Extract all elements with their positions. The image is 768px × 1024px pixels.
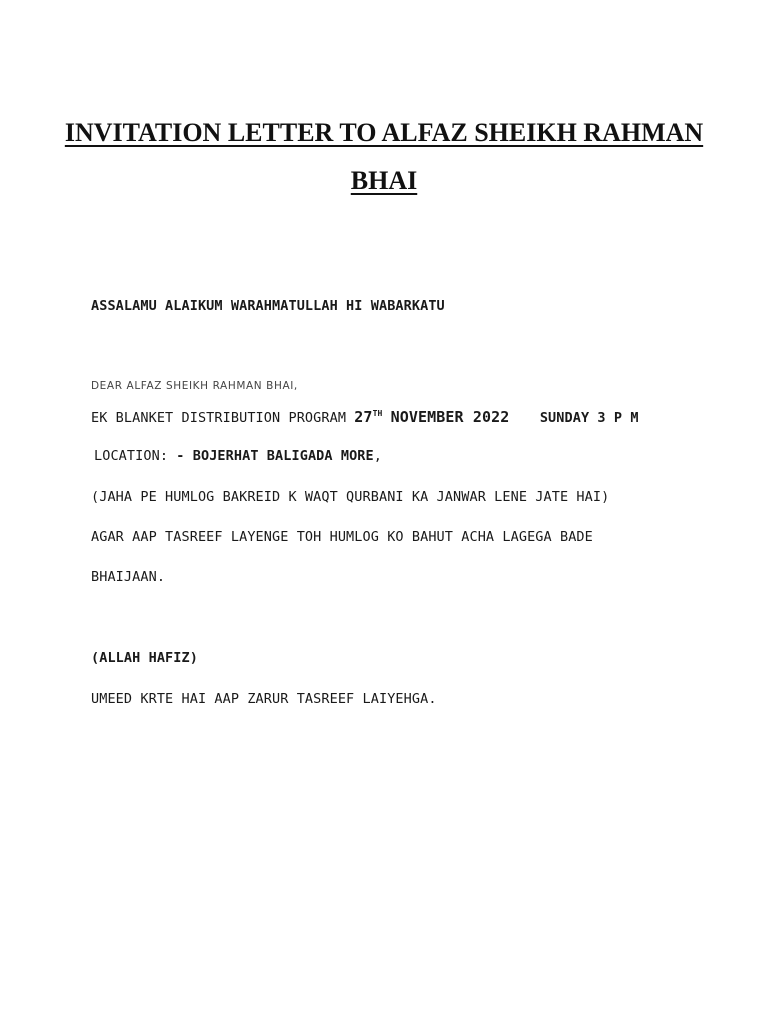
program-day: 27TH — [354, 408, 383, 426]
location-trailing: , — [373, 448, 382, 464]
program-line — [91, 408, 639, 426]
location-value: - BOJERHAT BALIGADA MORE — [176, 448, 374, 464]
request-line-2: BHAIJAAN. — [91, 569, 166, 585]
note-line: (JAHA PE HUMLOG BAKREID K WAQT QURBANI KA JANWAR LENE JATE HAI) — [91, 489, 610, 505]
program-prefix: EK BLANKET DISTRIBUTION PROGRAM — [91, 410, 347, 426]
program-day-suffix: TH — [372, 409, 383, 418]
greeting: ASSALAMU ALAIKUM WARAHMATULLAH HI WABARKATU — [91, 298, 445, 314]
letter-title-line-2: BHAI — [350, 166, 418, 195]
program-time: SUNDAY 3 P M — [539, 410, 639, 426]
request-line-1: AGAR AAP TASREEF LAYENGE TOH HUMLOG KO BAHUT ACHA LAGEGA BADE — [91, 529, 593, 545]
closing: (ALLAH HAFIZ) — [91, 650, 198, 666]
letter-title-line-1: INVITATION LETTER TO ALFAZ SHEIKH RAHMAN — [64, 118, 704, 147]
salutation: DEAR ALFAZ SHEIKH RAHMAN BHAI, — [91, 380, 298, 392]
program-month-year: NOVEMBER 2022 — [390, 408, 510, 426]
final-line: UMEED KRTE HAI AAP ZARUR TASREEF LAIYEHGA. — [91, 691, 437, 707]
location-line — [94, 448, 382, 464]
location-label: LOCATION: — [94, 448, 169, 464]
